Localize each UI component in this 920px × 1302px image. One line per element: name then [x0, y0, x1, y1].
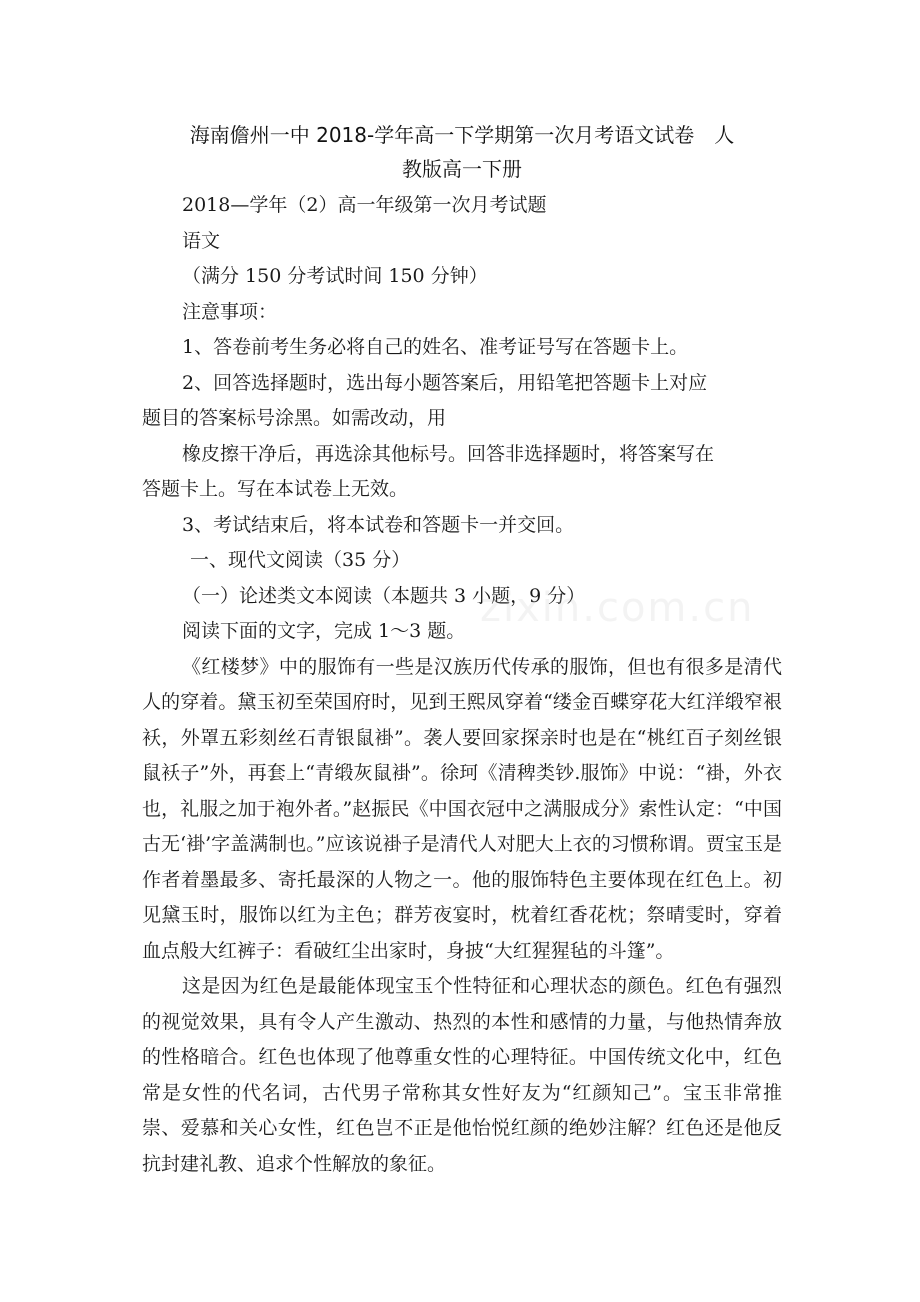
watermark: zixin.com.cn: [480, 585, 755, 631]
title-line-2: 教版高一下册: [402, 157, 522, 181]
reading-instruction: 阅读下面的文字，完成 1～3 题。: [182, 620, 466, 642]
notice-item-2-line-3: 橡皮擦干净后，再选涂其他标号。回答非选择题时，将答案写在: [182, 442, 715, 465]
notice-item-2-line-1: 2、回答选择题时，选出每小题答案后，用铅笔把答题卡上对应: [182, 371, 708, 394]
notice-item-2-line-2: 题目的答案标号涂黑。如需改动，用: [142, 407, 447, 429]
subsection-heading: （一）论述类文本阅读（本题共 3 小题，9 分）: [182, 584, 586, 607]
score-time: （满分 150 分考试时间 150 分钟）: [182, 265, 488, 287]
exam-name: 2018—学年（2）高一年级第一次月考试题: [182, 194, 547, 216]
paragraph-1: 《红楼梦》中的服饰有一些是汉族历代传承的服饰，但也有很多是清代人的穿着。黛玉初至荣国府时，见到王熙凤穿着“缕金百蝶穿花大红洋缎窄裉袄，外罩五彩刻丝石青银鼠褂”。袭人要回家探亲时也是在“桃红百子刻丝银鼠袄子”外，再套上“青缎灰鼠褂”。徐珂《清稗类钞.服饰》中说：“褂，外衣也，礼服之加于袍外者。”赵振民《中国衣冠中之满服成分》索性认定：“中国古无‘褂’字盖满制也。”应该说褂子是清代人对肥大上衣的习惯称谓。贾宝玉是作者着墨最多、寄托最深的人物之一。他的服饰特色主要体现在红色上。初见黛玉时，服饰以红为主色；群芳夜宴时，枕着红香花枕；祭晴雯时，穿着血点般大红裤子：看破红尘出家时，身披“大红猩猩毡的斗篷”。: [142, 655, 782, 962]
notice-item-2-line-4: 答题卡上。写在本试卷上无效。: [142, 478, 409, 500]
subject: 语文: [182, 229, 221, 252]
document-page: [142, 118, 782, 1182]
notice-heading: 注意事项：: [182, 300, 278, 323]
section-heading: 一、现代文阅读（35 分）: [190, 549, 411, 571]
notice-item-1: 1、答卷前考生务必将自己的姓名、准考证号写在答题卡上。: [182, 336, 689, 358]
title-line-1: 海南儋州一中 2018-学年高一下学期第一次月考语文试卷 人: [189, 123, 735, 147]
notice-item-3: 3、考试结束后，将本试卷和答题卡一并交回。: [182, 513, 575, 536]
document-title: [142, 118, 782, 186]
paragraph-2: 这是因为红色是最能体现宝玉个性特征和心理状态的颜色。红色有强烈的视觉效果，具有令人产生激动、热烈的本性和感情的力量，与他热情奔放的性格暗合。红色也体现了他尊重女性的心理特征。中国传统文化中，红色常是女性的代名词，古代男子常称其女性好友为“红颜知己”。宝玉非常推崇、爱慕和关心女性，红色岂不正是他怡悦红颜的绝妙注解？红色还是他反抗封建礼教、追求个性解放的象征。: [142, 975, 782, 1175]
